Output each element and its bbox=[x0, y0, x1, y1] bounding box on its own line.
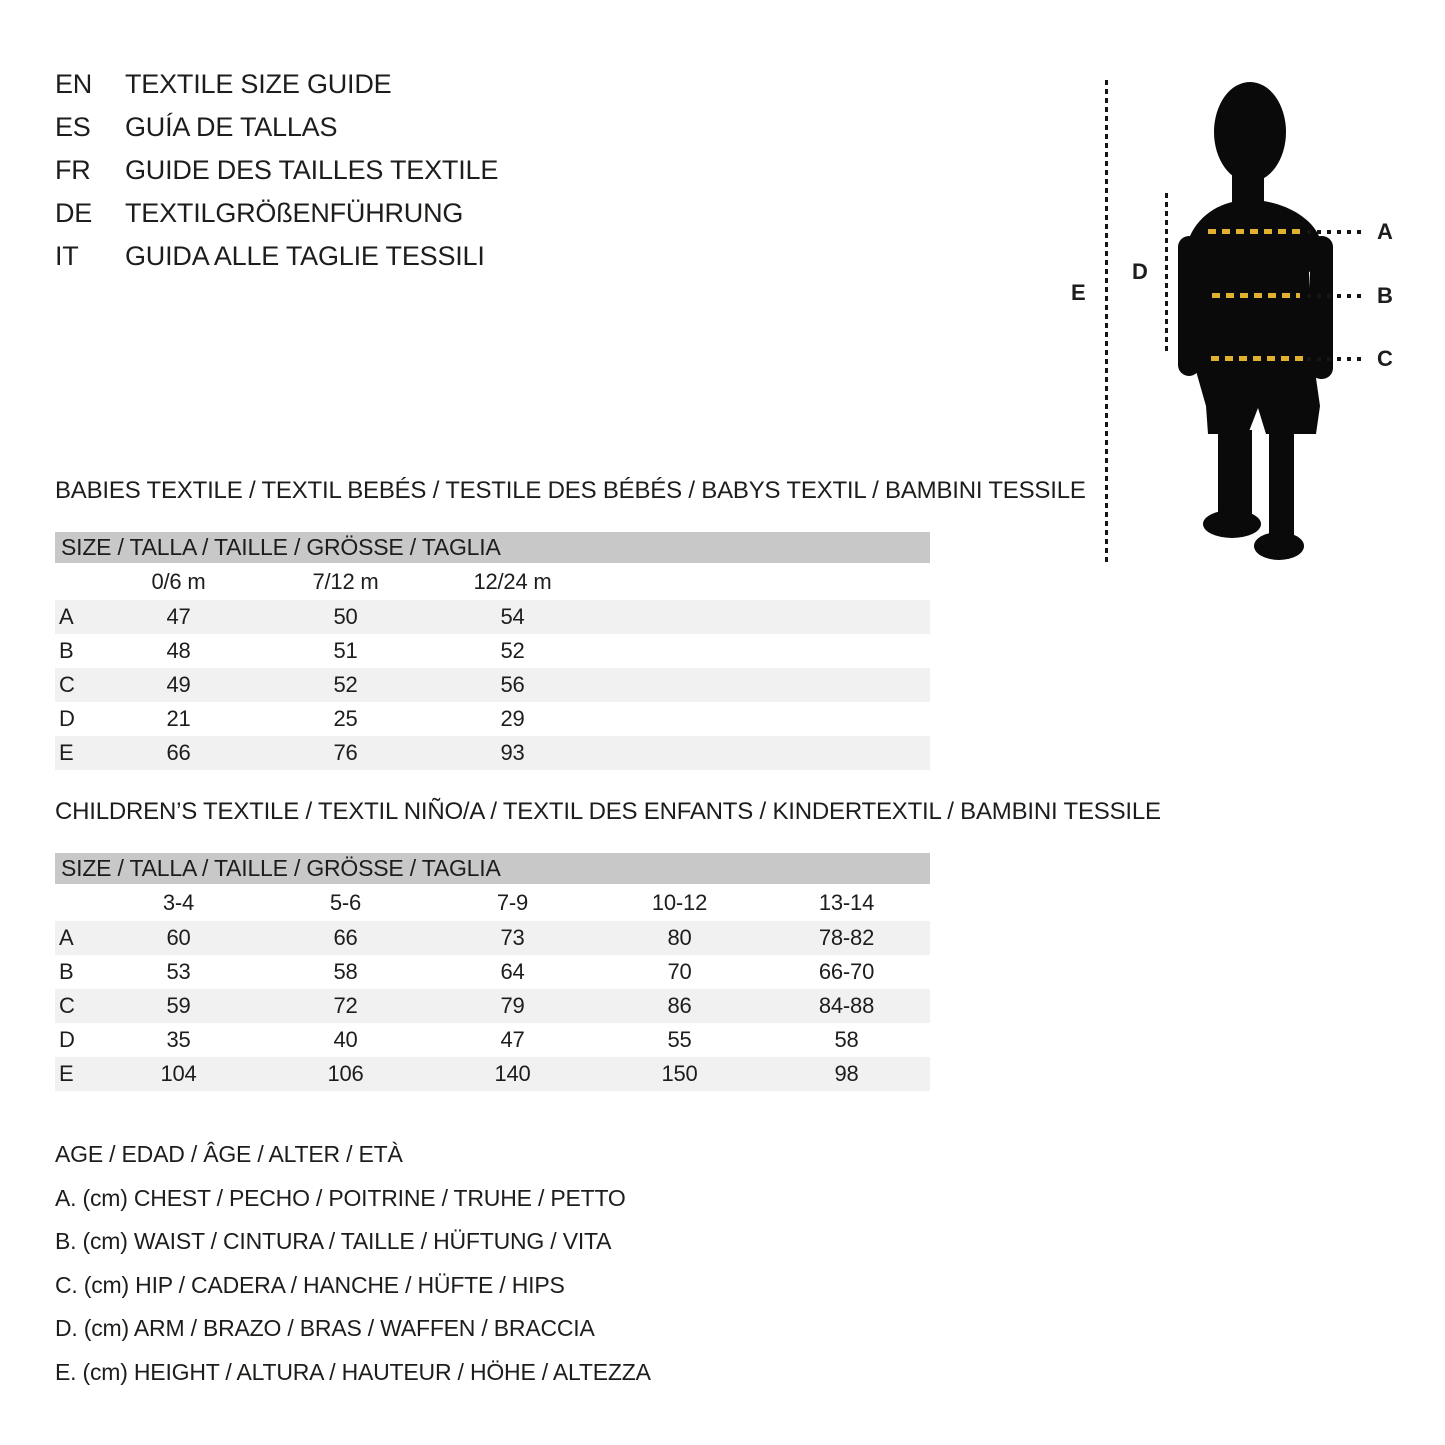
language-row bbox=[55, 149, 498, 192]
table-cell: 55 bbox=[667, 1027, 692, 1052]
table-row bbox=[55, 921, 930, 955]
table-row bbox=[55, 600, 930, 634]
legend-item-arm: D. (cm) ARM / BRAZO / BRAS / WAFFEN / BRACCIA bbox=[55, 1315, 595, 1342]
column-header: 12/24 m bbox=[473, 568, 552, 594]
legend-item-height: E. (cm) HEIGHT / ALTURA / HAUTEUR / HÖHE / ALTEZZA bbox=[55, 1358, 651, 1385]
height-measure-line bbox=[1105, 80, 1108, 566]
table-cell: 49 bbox=[166, 672, 191, 697]
table-cell: 51 bbox=[333, 638, 358, 663]
table-row bbox=[55, 736, 930, 770]
row-label: D bbox=[59, 706, 75, 731]
table-cell: 76 bbox=[333, 740, 358, 765]
table-cell: 79 bbox=[500, 993, 525, 1018]
language-title: GUIDE DES TAILLES TEXTILE bbox=[125, 155, 499, 185]
table-cell: 52 bbox=[333, 672, 358, 697]
table-cell: 60 bbox=[166, 925, 191, 950]
language-title: TEXTILGRÖßENFÜHRUNG bbox=[125, 198, 464, 228]
table-row bbox=[55, 668, 930, 702]
table-cell: 66 bbox=[166, 740, 191, 765]
chest-measure-line bbox=[1208, 229, 1304, 234]
table-cell: 78-82 bbox=[818, 925, 875, 950]
measure-label-d: D bbox=[1132, 259, 1148, 284]
row-label: B bbox=[59, 638, 74, 663]
hip-measure-extension bbox=[1307, 357, 1362, 361]
measure-label-a: A bbox=[1377, 219, 1393, 244]
measure-label-b: B bbox=[1377, 283, 1393, 308]
table-cell: 73 bbox=[500, 925, 525, 950]
table-row bbox=[55, 634, 930, 668]
row-label: B bbox=[59, 959, 74, 984]
table-cell: 48 bbox=[166, 638, 191, 663]
children-section-title: CHILDREN’S TEXTILE / TEXTIL NIÑO/A / TEXTIL DES ENFANTS / KINDERTEXTIL / BAMBINI TESSILE bbox=[55, 798, 1161, 825]
language-title: TEXTILE SIZE GUIDE bbox=[125, 69, 392, 99]
babies-section-title: BABIES TEXTILE / TEXTIL BEBÉS / TESTILE DES BÉBÉS / BABYS TEXTIL / BAMBINI TESSILE bbox=[55, 477, 1086, 504]
column-header: 7/12 m bbox=[312, 568, 379, 594]
table-cell: 21 bbox=[166, 706, 191, 731]
column-header: 13-14 bbox=[818, 889, 875, 915]
row-label: A bbox=[59, 604, 74, 629]
table-column-headers bbox=[55, 884, 930, 921]
table-cell: 150 bbox=[661, 1061, 698, 1086]
table-cell: 25 bbox=[333, 706, 358, 731]
language-title-block bbox=[55, 63, 498, 278]
arm-measure-line bbox=[1165, 193, 1168, 353]
column-header: 10-12 bbox=[651, 889, 708, 915]
language-title: GUÍA DE TALLAS bbox=[125, 112, 338, 142]
row-label: C bbox=[59, 672, 75, 697]
table-cell: 52 bbox=[500, 638, 525, 663]
measure-label-c: C bbox=[1377, 346, 1393, 371]
legend-item-age: AGE / EDAD / ÂGE / ALTER / ETÀ bbox=[55, 1141, 403, 1168]
language-code: EN bbox=[55, 69, 93, 99]
table-cell: 35 bbox=[166, 1027, 191, 1052]
hip-measure-line bbox=[1211, 356, 1304, 361]
waist-measure-extension bbox=[1307, 294, 1362, 298]
table-row bbox=[55, 955, 930, 989]
measure-label-e: E bbox=[1071, 280, 1086, 305]
language-row bbox=[55, 235, 498, 278]
row-label: A bbox=[59, 925, 74, 950]
table-cell: 66-70 bbox=[818, 959, 875, 984]
size-header-bar: SIZE / TALLA / TAILLE / GRÖSSE / TAGLIA bbox=[55, 532, 930, 563]
legend-item-hip: C. (cm) HIP / CADERA / HANCHE / HÜFTE / HIPS bbox=[55, 1271, 565, 1298]
table-cell: 80 bbox=[667, 925, 692, 950]
children-size-table bbox=[55, 853, 930, 1091]
table-row bbox=[55, 1057, 930, 1091]
babies-size-table bbox=[55, 532, 930, 770]
language-title: GUIDA ALLE TAGLIE TESSILI bbox=[125, 241, 485, 271]
column-header: 3-4 bbox=[162, 889, 195, 915]
table-cell: 56 bbox=[500, 672, 525, 697]
table-row bbox=[55, 1023, 930, 1057]
table-cell: 29 bbox=[500, 706, 525, 731]
row-label: C bbox=[59, 993, 75, 1018]
column-header: 0/6 m bbox=[151, 568, 206, 594]
table-cell: 40 bbox=[333, 1027, 358, 1052]
column-header: 7-9 bbox=[496, 889, 529, 915]
table-cell: 140 bbox=[494, 1061, 531, 1086]
table-cell: 66 bbox=[333, 925, 358, 950]
legend-item-waist: B. (cm) WAIST / CINTURA / TAILLE / HÜFTUNG / VITA bbox=[55, 1228, 612, 1255]
waist-measure-line bbox=[1212, 293, 1300, 298]
row-label: D bbox=[59, 1027, 75, 1052]
table-cell: 53 bbox=[166, 959, 191, 984]
chest-measure-extension bbox=[1307, 230, 1362, 234]
table-cell: 72 bbox=[333, 993, 358, 1018]
table-cell: 47 bbox=[166, 604, 191, 629]
table-cell: 58 bbox=[834, 1027, 859, 1052]
table-cell: 50 bbox=[333, 604, 358, 629]
column-header: 5-6 bbox=[329, 889, 362, 915]
size-header-bar: SIZE / TALLA / TAILLE / GRÖSSE / TAGLIA bbox=[55, 853, 930, 884]
table-cell: 64 bbox=[500, 959, 525, 984]
table-cell: 104 bbox=[160, 1061, 197, 1086]
language-code: DE bbox=[55, 198, 93, 228]
table-cell: 93 bbox=[500, 740, 525, 765]
table-cell: 86 bbox=[667, 993, 692, 1018]
table-cell: 98 bbox=[834, 1061, 859, 1086]
table-row bbox=[55, 702, 930, 736]
table-cell: 47 bbox=[500, 1027, 525, 1052]
table-cell: 106 bbox=[327, 1061, 364, 1086]
language-code: ES bbox=[55, 112, 91, 142]
row-label: E bbox=[59, 1061, 74, 1086]
language-row bbox=[55, 106, 498, 149]
language-code: IT bbox=[55, 241, 79, 271]
child-silhouette-icon bbox=[1170, 76, 1340, 566]
row-label: E bbox=[59, 740, 74, 765]
table-cell: 59 bbox=[166, 993, 191, 1018]
table-cell: 58 bbox=[333, 959, 358, 984]
language-row bbox=[55, 192, 498, 235]
language-row bbox=[55, 63, 498, 106]
table-cell: 54 bbox=[500, 604, 525, 629]
table-row bbox=[55, 989, 930, 1023]
language-code: FR bbox=[55, 155, 91, 185]
measurement-legend bbox=[55, 1133, 651, 1394]
table-cell: 84-88 bbox=[818, 993, 875, 1018]
table-cell: 70 bbox=[667, 959, 692, 984]
legend-item-chest: A. (cm) CHEST / PECHO / POITRINE / TRUHE / PETTO bbox=[55, 1184, 626, 1211]
table-column-headers bbox=[55, 563, 930, 600]
